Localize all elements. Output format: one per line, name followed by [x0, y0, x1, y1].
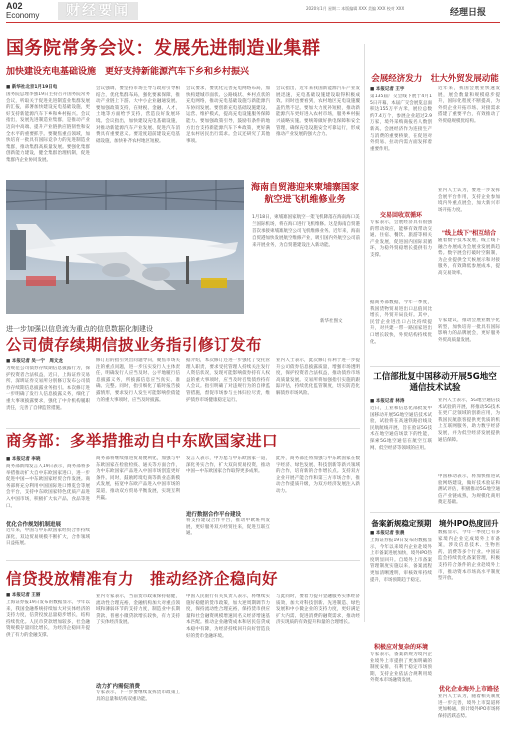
article2-column-3: 据介绍，本次修订还进一步强化了受托管理人职责，要求受托管理人持续关注发行人资信状况，发现可能影响债券持有人权益的重大事项时，应当及时召集债券持有人会议。指引明确了对违规行为的自律监管措施，督促市场参与主体归位尽责，维护债券市场健康稳定运行。: [186, 358, 270, 403]
sidebar-story3-headline: 备案新规稳定预期 境外IPO热度回升: [371, 519, 499, 528]
article3-subhead-2: 进行数据合作平台建设: [186, 512, 242, 518]
photo-credit: 新华社图文: [320, 319, 343, 324]
article3-column-3b: 将支持建设合作平台，推动中欧班列发展，更好服务双方经贸往来，促进互联互通。: [186, 518, 270, 537]
article4-byline: ■ 本报记者 王丽: [6, 593, 41, 598]
article3-subhead-1: 优化合作规划机制进展: [6, 522, 62, 528]
article3-column-1: 商务部新闻发言人19日表示，商务部将多举措推动扩大自中东欧国家进口，进一步促进中国—中东欧国家经贸合作发展。商务部将充分利用中国国际进口博览会等展会平台，支持中东欧国家特色优质产品进入中国市场，积极扩大农产品、食品等进口。: [6, 464, 90, 509]
article2-column-4: 业内人士表示，此次修订有利于进一步提升公司债券信息披露质量，增强市场透明度，保护投资者合法权益，推动债券市场高质量发展。交易所将加强指引实施的跟踪评估，持续优化监管制度，切实防范化解债券市场风险。: [276, 358, 360, 396]
article4-column-2: 业内专家表示，当前货币政策保持稳健，流动性合理充裕，金融机构加大对重点领域和薄弱环节的支持力度，制造业中长期贷款、普惠小微贷款增长较快，有力支持了实体经济发展。: [96, 594, 180, 626]
article3-column-2: 商务部将继续推进贸易便利化，加强与中东欧国家在检验检疫、通关等方面合作，为中东欧国家产品进入中国市场创造更好条件。同时，鼓励跨境电商等新业态新模式发展，拓宽中东欧产品进入中国市场的渠道，推动双方贸易平衡发展，实现互利共赢。: [96, 456, 180, 501]
sidebar-story2-text-1: 近日，工业和信息化部批复中国移动开展5G地空通信技术试验，试验将在高速铁路沿线及民航航线开展，旨在验证5G技术在地空通信场景下的性能，探索5G地空通信在航空互联网、低空经济等领域的应用。: [370, 406, 432, 451]
masthead-meta: 2020年1月 星期二 本版编辑 XXX 美编 XXX 校对 XXX: [306, 6, 405, 11]
sidebar-story1-text-2: 近年来，我国会展业快速发展，展会数量和规模稳步提升，国际化程度不断提高，为外贸企业开拓市场、对接需求搭建了重要平台，有效推动了外贸稳规模优结构。: [438, 86, 500, 124]
sidebar-story3-text-4: 业内人士认为，随着相关制度进一步完善，境外上市渠道将更加畅通，预计境外IPO市场将保持活跃态势。: [438, 694, 500, 719]
sidebar-divider-h: [370, 366, 500, 367]
sidebar-divider-h: [370, 512, 500, 513]
sidebar-story2-text-2: 业内人士表示，5G地空通信技术试验的开展，将推动5G技术在更广泛领域的创新应用，为我国民航旅客提供更优质的机上互联网服务，助力数字经济发展，并为低空经济发展提供通信保障。: [438, 398, 500, 443]
sidebar-story3-byline: ■ 本报记者 张晨: [370, 531, 405, 536]
sidebar-story2-text-3: 中国移动表示，将加快推进试验网络建设，做好技术验证和测试评估，积极推动5G地空通信产业链成熟，为规模化商用奠定基础。: [438, 474, 500, 506]
article2-column-1: 为规范公司债券存续期信息披露行为，保护投资者合法权益，近日，上海证券交易所、深圳证券交易所分别修订发布公司债券存续期信息披露业务指引。本次修订进一步明确了发行人信息披露义务，细化了重大事项披露要求，强化了中介机构履职责任，完善了自律监管措施。: [6, 366, 90, 411]
article2-column-2: 修订后的指引突出问题导向，聚焦市场关注的重点问题，进一步压实发行人主体责任，明确发行人应当及时、公平地履行信息披露义务，所披露信息应当真实、准确、完整。同时，指引细化了临时报告披露情形，要求发行人发生可能影响偿债能力的重大事项时，应当及时披露。: [96, 358, 180, 403]
sidebar-story1-subhead-1: 交易回收双循环: [379, 212, 422, 219]
sidebar-story3-subhead-2: 优化企业海外上市路径: [438, 686, 499, 693]
lead-column-4: 会议指出，近年来我国新能源汽车产业发展迅速，充电基础设施建设取得积极成效。同时也要看到，农村地区充电设施覆盖仍然不足。要加大力度补短板，推动新能源汽车更好进入农村市场，服务乡村振兴战略实施。要统筹做好供电保障和安全管理，确保充电设施安全可靠运行，形成推动产业发展的强大合力。: [276, 86, 360, 138]
sidebar-story1-text-6: 随着数字技术发展，线上线下融合办展成为会展业发展新趋势。数字展会打破时空限制，为企业提供全天候展示和对接服务，有效降低参展成本，提高交易效率。: [438, 238, 500, 276]
article3-column-1b: 近年来，中国与中东欧国家经贸合作持续深化，双边贸易规模不断扩大，合作领域日益拓展。: [6, 528, 90, 547]
sidebar-story2-byline: ■ 本报记者 林涛: [370, 399, 405, 404]
lead-byline: ■ 新华社北京1月19日电: [6, 85, 58, 90]
section-name-cn: 财经要闻: [58, 2, 138, 20]
sidebar-story1-text-3: 专家表示，会展经济具有很强的带动效应，能够有效带动交通、住宿、餐饮、旅游等相关产业发展，促进国内国际双循环，为稳外贸稳增长提供有力支撑。: [370, 220, 432, 258]
airplane-hangar-image: [6, 180, 244, 314]
article2-headline: 公司债存续期信披业务指引修订发布: [6, 336, 263, 354]
article4-subhead-1: 动力扩内需促消费: [96, 684, 141, 690]
news-photo: [6, 180, 244, 314]
article4-column-2b: 专家表示，下一步要继续发挥货币政策工具的总量和结构双重功能。: [96, 690, 180, 702]
sidebar-story1-text-4: 据商务部数据，今年一季度，我国货物贸易进出口总值同比增长，外贸开局良好。其中，民营企业进出口占比持续提升，对共建一带一路国家进出口增长较快，外贸结构持续优化。: [370, 300, 432, 345]
lead-column-2: 会议强调，要坚持市场主导与政府引导相结合，优化集群布局，强化要素保障，推动产业链上下游、大中小企业融通发展。要加强政策支持，在财税、金融、人才、土地等方面给予支持，营造良好发展环境。会议指出，加快建设充电基础设施，对推动新能源汽车产业发展、促进汽车消费具有重要意义。要适度超前建设充电基础设施，加快补齐农村地区短板。: [96, 86, 180, 144]
sidebar-story1-text-7: 专家建议，推动会展业数字化转型，加快培育一批具有国际影响力的品牌展会，更好服务外贸高质量发展。: [438, 318, 500, 343]
lead-headline: 国务院常务会议：发展先进制造业集群: [6, 38, 321, 59]
article3-column-4: 此外，商务部还将加强与中东欧国家在数字经济、绿色发展、科技创新等新兴领域的合作，培育新的合作增长点。支持双方企业开展产能合作和第三方市场合作，推动合作提质升级，为双方经济发展注入新动力。: [276, 456, 360, 494]
lead-column-3: 会议要求，要优化完善充电网络布局，加快构建城市面状、公路线状、乡村点状的充电网络，推动充电基础设施与新能源汽车协同发展。要创新充电基础设施建设、运营、维护模式，提高充电设施服务保障能力。要加强政策引导，鼓励有条件的地方出台支持新能源汽车下乡政策，更好满足农村居民出行需求。会议还研究了其他事项。: [186, 86, 270, 144]
lead-column-1: 国务院总理李强19日主持召开国务院常务会议，听取关于促进先进制造业集群发展的汇报，部署加快建设充电基础设施，更好支持新能源汽车下乡和乡村振兴。会议指出，发展先进制造业集群，是推动产业迈向中高端、提升产业链供应链韧性和安全水平的重要抓手。要聚焦重点领域，加快培育一批具有国际竞争力的先进制造业集群，推动集群高质量发展。要强化集群创新能力建设，健全集群治理机制，促进集群内企业协同发展。: [6, 92, 90, 163]
sidebar-story1-subhead-2: "线上线下"相互结合: [441, 230, 497, 237]
sidebar-story3-text-3: 数据显示，今年一季度已有多家境内企业完成境外上市备案，涉及信息技术、生物医药、消费等多个行业。中国证监会持续优化备案管理，积极支持符合条件的企业赴境外上市，推动资本市场高水平制度型开放。: [438, 530, 500, 582]
sidebar-story3-text-2: 专家表示，备案新规为境内企业境外上市提供了更加明确的制度安排，有利于稳定市场预期，支持企业依法合规利用境外资本市场融资发展。: [370, 652, 432, 684]
lead-subhead: 加快建设充电基础设施 更好支持新能源汽车下乡和乡村振兴: [6, 67, 250, 77]
sidebar-story1-headline: 会展经济发力 壮大外贸发展动能: [371, 74, 499, 84]
sidebar-story3-subhead-1: 积极应对复杂的环境: [373, 644, 428, 651]
page-number: A02: [6, 1, 23, 11]
sidebar-story2-headline: 工信部批复中国移动开展5G地空通信技术试验: [373, 372, 497, 393]
sidebar-story3-text-1: 上海证券报19日发布的数据显示，今年以来境内企业赴境外上市备案进展加快，境外IPO热度明显回升。自境外上市备案管理制度实施以来，备案流程更加清晰透明，审核效率持续提升，市场预期趋于稳定。: [370, 538, 432, 583]
article2-byline: ■ 本报记者 吴一宁 周文龙: [6, 359, 63, 364]
article3-headline: 商务部：多举措推动自中东欧国家进口: [6, 432, 279, 450]
divider: [6, 560, 360, 561]
article4-column-4: 与此同时，要着力提升金融服务实体经济质效，加大对科技创新、先进制造、绿色发展和中小微企业的支持力度，更好满足扩大内需、促进消费的融资需求，推动经济实现质的有效提升和量的合理增长。: [276, 594, 360, 626]
section-name-en: Economy: [6, 11, 40, 20]
sidebar-story1-byline: ■ 本报记者 王宇: [370, 87, 405, 92]
photo-title: 海南自贸港迎来柬埔寨国家航空进飞机维修业务: [250, 183, 359, 205]
article3-column-3: 发言人表示，中方愿与中东欧国家一道，深化务实合作，扩大双向贸易投资，推动中国—中东欧国家合作取得更多成果。: [186, 456, 270, 475]
masthead-logo: 经理日报: [450, 8, 487, 18]
article3-byline: ■ 本报记者 李晓: [6, 457, 41, 462]
photo-caption: 1月18日，柬埔寨国家航空一架飞机降落在海南海口美兰国际机场，将在海口进行飞机维修。这是海南自贸港首次承接柬埔寨航空公司飞机维修业务。近年来，海南自贸港加快发展航空维修产业，吸引国内外航空公司前来开展业务，为自贸港建设注入新动能。: [252, 215, 360, 248]
divider: [6, 428, 360, 429]
sidebar-divider: [364, 44, 365, 622]
sidebar-story1-text-5: 业内人士认为，要进一步发挥会展平台作用，支持企业参加境内外重点展会，加大新兴市场开拓力度。: [438, 188, 500, 213]
sidebar-story1-text-1: 第135届广交会线下展于4月15日开幕，本届广交会展览总面积达155万平方米，展位总数约7.4万个，参展企业超过2.9万家，境外采购商报名人数创新高。会展经济作为连接生产与消费的重要桥梁，在促进对外贸易、拉动内需方面发挥着重要作用。: [370, 94, 432, 152]
article4-headline: 信贷投放精准有力 推动经济企稳向好: [6, 570, 279, 588]
article4-column-3: 中国人民银行有关负责人表示，将继续实施好稳健的货币政策，加大逆周期调节力度，保持流动性合理充裕，保持货币供应量和社会融资规模增速同名义经济增速基本匹配。推动企业融资成本和居民信贷成本稳中有降，为经济持续回升向好营造良好的货币金融环境。: [186, 594, 270, 639]
article2-kicker: 进一步加强以信息流为重点的信息数据化制建设: [6, 325, 153, 333]
article4-column-1: 上海证券报19日发布的数据显示，今年以来，我国金融系统持续加大对实体经济的支持力度，信贷投放总量稳步增长，结构持续优化。人民币贷款增加较多，社会融资规模存量同比增长，为经济企稳回升提供了有力的金融支撑。: [6, 600, 90, 638]
header-rule: [6, 22, 500, 23]
page-header: [0, 0, 506, 22]
